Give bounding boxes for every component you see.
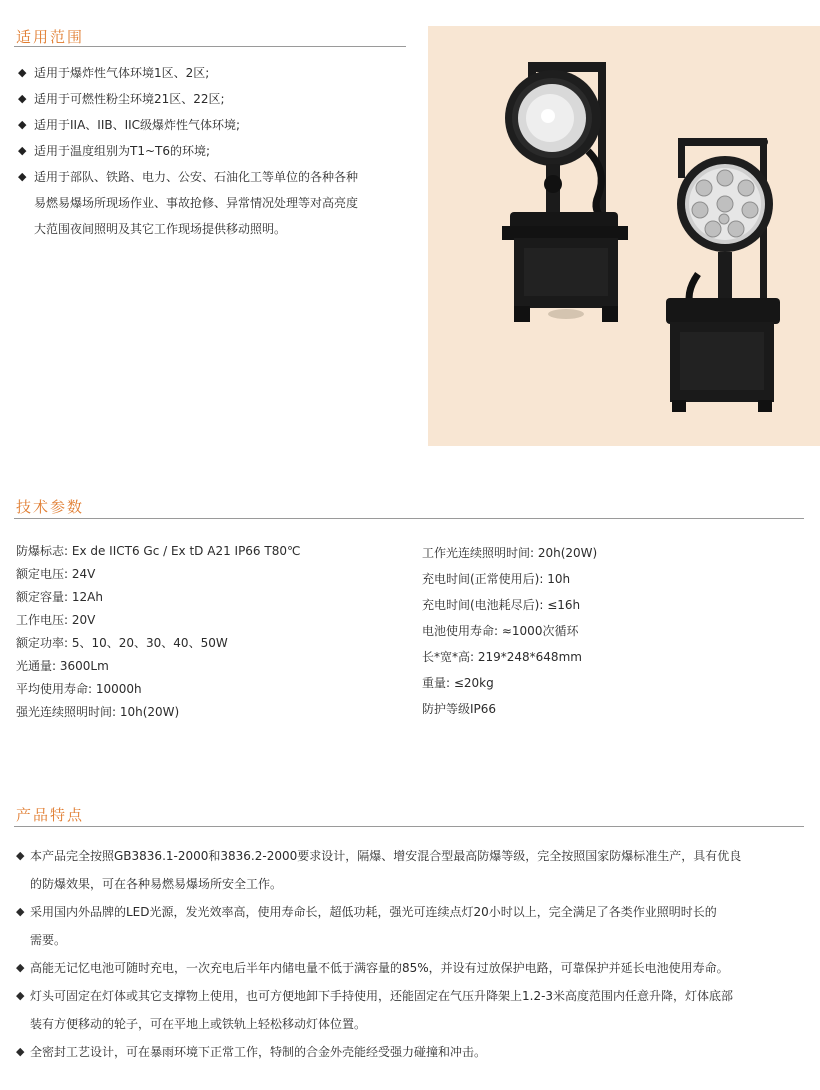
scope-divider: [14, 46, 406, 47]
spec-row: 光通量: 3600Lm: [16, 659, 109, 673]
spec-row: 防护等级IP66: [422, 702, 497, 716]
list-item-text: 高能无记忆电池可随时充电，一次充电后半年内储电量不低于满容量的85%，并设有过放保护电路，可靠保护并延长电池使用寿命。: [30, 961, 729, 975]
spec-row: 充电时间(电池耗尽后): ≤16h: [422, 598, 581, 612]
spec-row: 工作电压: 20V: [16, 613, 96, 627]
spec-row: 强光连续照明时间: 10h(20W): [16, 705, 180, 719]
bullet-diamond-icon: ◆: [18, 144, 27, 157]
list-item-text: 适用于部队、铁路、电力、公安、石油化工等单位的各种各种: [34, 170, 359, 184]
spec-row: 额定电压: 24V: [16, 567, 96, 581]
list-item-text: 大范围夜间照明及其它工作现场提供移动照明。: [34, 222, 287, 236]
list-item: [16, 982, 812, 1038]
list-item-text: 灯头可固定在灯体或其它支撑物上使用，也可方便地卸下手持使用，还能固定在气压升降架上1.2-3米高度范围内任意升降，灯体底部: [30, 989, 734, 1003]
bullet-diamond-icon: ◆: [18, 92, 27, 105]
list-item: [18, 112, 414, 138]
list-item-text: 适用于爆炸性气体环境1区、2区;: [34, 66, 210, 80]
bullet-diamond-icon: ◆: [16, 849, 25, 862]
bullet-diamond-icon: ◆: [16, 989, 25, 1002]
list-item-text: 适用于可燃性粉尘环境21区、22区;: [34, 92, 225, 106]
list-item: [16, 842, 812, 898]
specs-title: 技术参数: [16, 498, 85, 516]
list-item-text: 适用于温度组别为T1~T6的环境;: [34, 144, 211, 158]
product-photo: [428, 26, 820, 446]
features-divider: [14, 826, 804, 827]
list-item: [18, 164, 414, 242]
features-list: [16, 842, 812, 1066]
spec-row: 重量: ≤20kg: [422, 676, 494, 690]
scope-list: [18, 60, 414, 242]
features-title: 产品特点: [16, 806, 85, 824]
list-item-text: 装有方便移动的轮子，可在平地上或铁轨上轻松移动灯体位置。: [30, 1017, 367, 1031]
spec-row: 平均使用寿命: 10000h: [16, 682, 142, 696]
spec-row: 充电时间(正常使用后): 10h: [422, 572, 571, 586]
bullet-diamond-icon: ◆: [16, 961, 25, 974]
list-item: [16, 954, 812, 982]
list-item-text: 全密封工艺设计，可在暴雨环境下正常工作，特制的合金外壳能经受强力碰撞和冲击。: [30, 1045, 487, 1059]
specs-divider: [14, 518, 804, 519]
left-lamp-image: [502, 62, 628, 322]
list-item: [18, 60, 414, 86]
list-item-text: 的防爆效果，可在各种易燃易爆场所安全工作。: [30, 877, 283, 891]
list-item: [18, 138, 414, 164]
spec-row: 额定功率: 5、10、20、30、40、50W: [16, 636, 228, 650]
lamp-illustration: [428, 26, 820, 446]
specs-right-column: [422, 540, 597, 722]
spec-row: 长*宽*高: 219*248*648mm: [422, 650, 582, 664]
list-item: [16, 898, 812, 954]
list-item: [18, 86, 414, 112]
bullet-diamond-icon: ◆: [16, 905, 25, 918]
right-lamp-image: [666, 138, 780, 412]
spec-row: 防爆标志: Ex de IICT6 Gc / Ex tD A21 IP66 T80℃: [16, 544, 301, 558]
list-item: [16, 1038, 812, 1066]
spec-row: 工作光连续照明时间: 20h(20W): [422, 546, 598, 560]
bullet-diamond-icon: ◆: [18, 170, 27, 183]
list-item-text: 需要。: [30, 933, 67, 947]
list-item-text: 本产品完全按照GB3836.1-2000和3836.2-2000要求设计，隔爆、增安混合型最高防爆等级，完全按照国家防爆标准生产，具有优良: [30, 849, 742, 863]
spec-row: 额定容量: 12Ah: [16, 590, 103, 604]
spec-row: 电池使用寿命: ≈1000次循环: [422, 624, 579, 638]
bullet-diamond-icon: ◆: [16, 1045, 25, 1058]
list-item-text: 采用国内外品牌的LED光源，发光效率高，使用寿命长，超低功耗，强光可连续点灯20小时以上，完全满足了各类作业照明时长的: [30, 905, 717, 919]
specs-left-column: [16, 540, 300, 724]
list-item-text: 易燃易爆场所现场作业、事故抢修、异常情况处理等对高亮度: [34, 196, 359, 210]
bullet-diamond-icon: ◆: [18, 118, 27, 131]
scope-title: 适用范围: [16, 28, 85, 46]
bullet-diamond-icon: ◆: [18, 66, 27, 79]
list-item-text: 适用于IIA、IIB、IIC级爆炸性气体环境;: [34, 118, 241, 132]
